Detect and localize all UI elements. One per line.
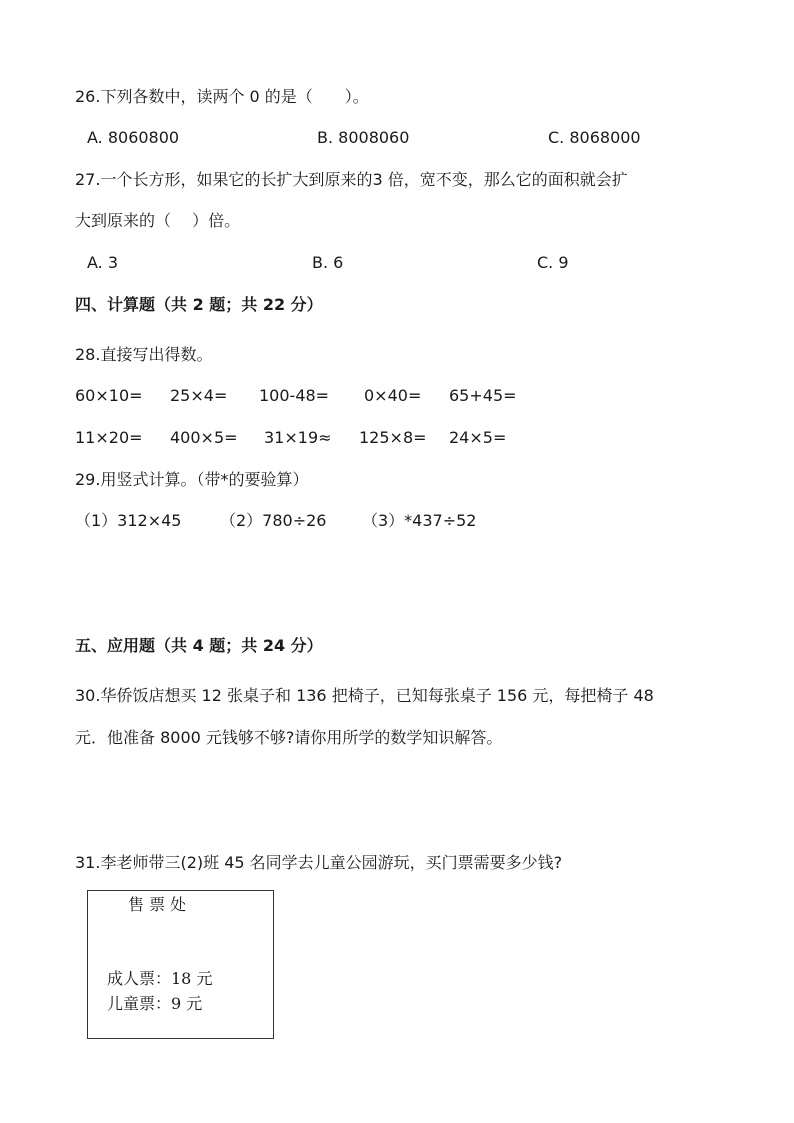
q26-stem: 26.下列各数中，读两个 0 的是（ ）。 bbox=[75, 87, 369, 106]
q29-item-1: （1）312×45 bbox=[75, 511, 182, 530]
q28-expr: 65+45= bbox=[449, 386, 517, 405]
q28-expr: 60×10= bbox=[75, 386, 143, 405]
q28-expr: 400×5= bbox=[170, 428, 238, 447]
section5-title: 五、应用题（共 4 题；共 24 分） bbox=[75, 636, 323, 655]
q28-stem: 28.直接写出得数。 bbox=[75, 345, 213, 364]
ticket-office-title: 售 票 处 bbox=[128, 895, 187, 914]
q28-expr: 31×19≈ bbox=[264, 428, 332, 447]
q28-expr: 100-48= bbox=[259, 386, 330, 405]
q26-option-b: B. 8008060 bbox=[317, 128, 410, 147]
ticket-office-box bbox=[87, 890, 274, 1039]
q31-stem: 31.李老师带三(2)班 45 名同学去儿童公园游玩，买门票需要多少钱? bbox=[75, 853, 563, 872]
q28-expr: 125×8= bbox=[359, 428, 427, 447]
q30-line2: 元．他准备 8000 元钱够不够?请你用所学的数学知识解答。 bbox=[75, 728, 503, 747]
q29-stem: 29.用竖式计算。（带*的要验算） bbox=[75, 470, 309, 489]
q27-stem-line1: 27.一个长方形，如果它的长扩大到原来的3 倍，宽不变，那么它的面积就会扩 bbox=[75, 170, 628, 189]
q26-option-c: C. 8068000 bbox=[548, 128, 641, 147]
adult-ticket-price: 成人票：18 元 bbox=[107, 969, 213, 988]
q28-expr: 25×4= bbox=[170, 386, 228, 405]
q28-expr: 24×5= bbox=[449, 428, 507, 447]
child-ticket-price: 儿童票：9 元 bbox=[107, 994, 203, 1013]
q29-item-2: （2）780÷26 bbox=[220, 511, 327, 530]
q29-item-3: （3）*437÷52 bbox=[362, 511, 477, 530]
q27-stem-line2: 大到原来的（ ）倍。 bbox=[75, 211, 241, 230]
q30-line1: 30.华侨饭店想买 12 张桌子和 136 把椅子，已知每张桌子 156 元，每把椅子 48 bbox=[75, 686, 654, 705]
q28-expr: 11×20= bbox=[75, 428, 143, 447]
q27-option-a: A. 3 bbox=[87, 253, 119, 272]
q27-option-b: B. 6 bbox=[312, 253, 344, 272]
section4-title: 四、计算题（共 2 题；共 22 分） bbox=[75, 295, 323, 314]
q28-expr: 0×40= bbox=[364, 386, 422, 405]
q27-option-c: C. 9 bbox=[537, 253, 569, 272]
q26-option-a: A. 8060800 bbox=[87, 128, 180, 147]
